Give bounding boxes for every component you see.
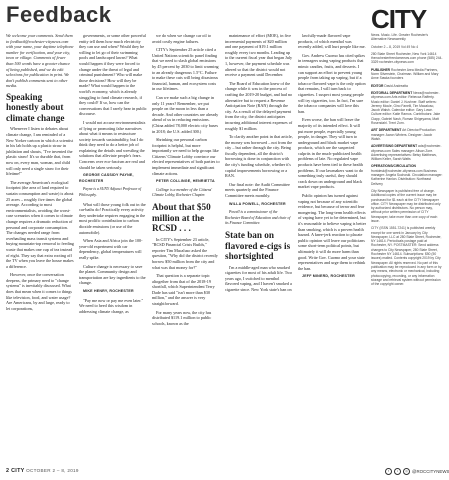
paragraph: Can we make such a big change in only 11 years? Remember, we put people on the moon in less than a decade. And other countries are already ahead of us in reducing emissions. (China added 78,000 electric city buses in 2018; the U.S. added 300.) — [152, 94, 219, 134]
paragraph: "Pay me now or pay me even later." We need to heed this wisdom in addressing climate change, as — [79, 297, 144, 314]
paragraph: That question is a separate topic altogether from that of the 2018-19 shortfall, which Superintendent Terry Dade has said "isn't more than $30 million," and the answer is very straightforward. — [152, 273, 215, 307]
distribution-notice: City Newspaper is published free of charge. Additional copies of the current issue may be purchased for $1 each at the CITY Newspaper office. CITY Newspaper may be distributed only by authorized distributors. No person may, without prior written permission of CITY Newspaper, take more than one copy of each issue. — [371, 188, 441, 223]
art-label: ART DEPARTMENT — [371, 128, 402, 133]
paragraph: What will those young folk out in the car-baths do! Practically every activity they undertake requires engaging in the most prolific contribution to carbon dioxide emissions (or use of the automobile). — [79, 201, 146, 235]
editor: David Andreatta — [384, 83, 408, 88]
editorial-label: EDITORIAL DEPARTMENT — [371, 90, 413, 95]
legal-notice: CITY (ISSN 1551-7241) is published weekly except for one week in January by City Newspaper, LLC at 280 State Street, Rochester, NY 14614. Periodicals postage paid at Rochester, NY. POSTMASTER: Send address changes to City Newspaper, 280 State Street, Rochester NY 14614. Subscriptions: $50 (50 issues) mailed. Contents copyright 2019 by City Newspaper. All rights reserved. No part of this publication may be reproduced in any form or by any means, electronic or mechanical, including photocopying, recording, or any information storage and retrieval system without permission of the copyright owner. — [371, 226, 442, 287]
facebook-icon[interactable]: f — [385, 468, 392, 475]
paragraph: Our final note: the Audit Committee meets quarterly and the Finance Committee meets monthly. — [225, 181, 290, 199]
ads-staff: ads@rochester-citynews.com Sales manager: Alison Zore. Advertising representatives: Betsy Matthews, William Keller, Sarah Watts — [371, 144, 442, 162]
signature-note: Collinge is a member of the Citizens' Climate Lobby, Rochester Chapter. — [152, 187, 213, 198]
tagline: News. Music. Life. Greater Rochester's Alternative Newsweekly — [371, 33, 429, 42]
page-footer — [6, 468, 79, 474]
paragraph: However, once the conversation deepens, the primary need to "change systems" is inevitably discussed. What does that mean when it comes to things like television, food, and water usage? Are Americans, by and large, ready to let corporations, — [6, 272, 72, 311]
section-masthead: Feedback — [6, 2, 112, 27]
art-staff: Art Director/Production manager: Aaron Winters. Designer: Jacob Walsh. — [371, 128, 436, 141]
editorial-staff: News@rochester-citynews.com Arts editor: Rebecca Rafferty. Music editor: Daniel J. Kushner. Staff writers: Jeremy Moule, Gino Fanelli, Tim Macaluso, Jacob Walsh. Calendar editor: Gary Lowe. Culture editor: Katie Ramos. Contributors: Jake Clapp, Gabriel Nash, Roman Shigeyama, Matt Rosendahl. Trent Zorn. — [371, 90, 441, 126]
headline-climate: Speaking honestly about climate change — [6, 91, 65, 123]
paragraph: Culture change is necessary to save the planet. Community design and transportation are key ingredients to the change. — [79, 263, 146, 286]
paragraph: I'm a middle-aged man who smoked cigarettes for most of his adult life. Two years ago, I switched to menthol flavored vaping, and I haven't smoked a cigarette since. New York state's ban on — [225, 264, 293, 292]
instagram-icon[interactable]: ◎ — [403, 468, 410, 475]
paragraph: maintenance of effort (MOE), in five incremental payments of $20 million and one payment of $19.1 million roughly every two months. Leading up to the current fiscal year that began July 1, however, the payment schedule was altered so that the district would not receive a payment until December. — [225, 33, 293, 78]
column-1 — [6, 33, 74, 314]
column-2 — [79, 33, 147, 317]
staff-box — [371, 33, 443, 289]
issue-info: October 2 – 8, 2019 Vol 49 No 4 — [371, 44, 419, 49]
paragraph: When Asia and Africa join the 100-year-old experiment with car dependency, global temperatures will really spike. — [79, 238, 143, 260]
paragraph: The Board of Education knew of the change while it was in the process of crafting the 2019-20 budget, and had no alternative but to request a Revenue Anticipation Note (RAN) through the city. As a result of the delayed payment from the city, the district anticipates incurring additional interest expenses of roughly $1 million. — [225, 80, 293, 131]
paragraph: For many years now, the city has distributed $119.1 million to public schools, known as the — [152, 309, 212, 326]
paragraph: lawfully-made flavored vape products, of which menthol was recently added, will hurt people like me. — [298, 33, 366, 50]
paragraph: governments, or some other powerful entity tell them how much electricity they can use and when? Would they be willing to let go of their swimming pools and landscaped lawns? What would happen if they were forced to change under the threat of legal and criminal punishment? Who will make those decisions? How will they be made? What would happen to the world's economy, which is already struggling to fund climate research, if they could? If so, how can the conversations that I rarely hear in public discourse. — [79, 33, 147, 117]
letter-signature: JEFF MINERD, ROCHESTER — [302, 274, 355, 279]
address: 280 State Street Rochester, New York 14614 therochesterfreedomeews.com phone (585) 244-3329 rochester-citynews.com — [371, 51, 443, 65]
page-number: 2 CITY — [6, 468, 25, 474]
headline-ecigs: State ban on flavored e-cigs is shortsighted — [225, 230, 291, 261]
paragraph: Whenever I listen to debates about climate change, I am reminded of a New Yorker cartoon in which a scientist in his lab holds up a plastic straw in jubilation and shouts, "I've invented the plastic straw! It's so durable that, from now on, every man, woman, and child will only need a single straw for their lifetime!" — [6, 126, 74, 177]
paragraph: Shrinking our personal carbon footprint is helpful, but more importantly we need to help groups like Citizens' Climate Lobby convince our elected representatives of both parties to implement immediate and significant climate actions. — [152, 137, 220, 176]
footer-date: OCTOBER 2 – 8, 2019 — [26, 468, 79, 473]
ops-label: OPERATIONS/CIRCULATION — [371, 164, 416, 169]
paragraph: I would not accuse environmentalists of lying or promoting false narratives about what it means to restructure society towards sustainability, but I do think they need to do a better job of explaining the details and wrestling the solutions that alleviate people's fears. Concerns over eco-fascism are real and should be taken seriously. — [79, 119, 146, 170]
paragraph: Public opinion has turned against vaping not because of any scientific evidence, but because of terror and fear mongering. The long-term health effects of vaping have yet to be determined, but it's reasonable to believe vaping is better than smoking, which is a proven health hazard. A knee-jerk reaction to placate public opinion will leave our politicians some short-term political points, but ultimately it will do more harm than good. Write Gov. Cuomo and your state representatives and urge them to rethink the ban. — [298, 193, 366, 271]
social-handles — [385, 468, 449, 475]
twitter-icon[interactable]: t — [394, 468, 401, 475]
paragraph: Even worse, the ban will leave the majority of its intended effect. It will put more people, especially young people, in danger. They will turn to underground and black market vape products, which are the suspected culprits in the much-publicized health problems of late. No regulated vape products have been tied to these health problems. If our lawmakers want to do something truly useful, they should crack down on underground and black market vape products. — [298, 117, 364, 190]
column-3 — [152, 33, 220, 329]
publisher-label: PUBLISHER — [371, 67, 391, 72]
column-4 — [225, 33, 293, 295]
intro-text: We welcome your comments. Send them to feedback@rochester-citynews.com with your name, your daytime telephone number for verification, and your city, town or village. Comments of fewer than 500 words have a greater chance of being published, and we do edit selections for publication in print. We don't publish comments sent to other media. — [6, 33, 74, 89]
ops-staff: frontdesk@rochester-citynews.com Business manager: Angela Suchoski. Circulation manager: Katherine Hanlon. Distribution: Northeast Delivery — [371, 168, 443, 186]
letter-signature: MIKE HENRY, ROCHESTER — [83, 288, 134, 293]
social-handle[interactable]: @ROCCITYNEWS — [412, 469, 449, 474]
city-logo: CITY — [371, 4, 427, 34]
paragraph: The average American's ecological footprint (the area of land required to sustain consumption and waste) is about 25 acres – roughly five times the global average. According to most environmentalists, avoiding the worst-case scenarios when it comes to climate change requires a dramatic reduction of personal and corporate consumption. The changes needed range from overhauling mass transit systems and buying mountain-top removal to feeding waste that makes one cup of tea instead of eight. They say that extra rooting off the TV when you leave the house makes a difference. — [6, 179, 74, 269]
letter-signature: PETER COLLINGE, HENRIETTA — [156, 179, 215, 184]
ads-label: ADVERTISING DEPARTMENT — [371, 144, 418, 149]
paragraph: Gov. Andrew Cuomo has cited spikes in teenagers using vaping products that mimic candies, fruits, and desserts. I can support an effort to prevent young people from taking up vaping, but if a tobacco-flavored vape is the only option that remains, I will turn back to cigarettes. I suspect most young people will try cigarettes, too. In fact, I'm sure the tobacco companies will love this ban. — [298, 52, 366, 114]
paragraph: To clarify another point in that article, the money was borrowed – not from the city – but rather through the city. Being fiscally dependent, all the district's borrowing is done in conjunction with the city's funding schedule, whether it's capital improvements borrowing or a RAN. — [225, 134, 293, 179]
column-5 — [298, 33, 366, 283]
paragraph: In CITY's September 23 article, "RCSD Financial Crisis Builds," reporter Tim Macaluso asked the question, "Why did the district recently borrow $50 million from the city and what was that money for?" — [152, 236, 218, 270]
headline-rcsd: About that $50 million at the RCSD . . . — [152, 202, 211, 234]
paragraph: we do when we change car oil to avoid costly engine failures. — [152, 33, 211, 44]
publisher: Rochester Area Media Partners, Norm Silverstein, Chairman. William and Mary Anne Sawka founders — [371, 67, 439, 81]
signature-note: Payne is a SUNY Adjunct Professor of Philosophy. — [79, 187, 142, 198]
signature-note: Powell is a commissioner of the Rochester Board of Education and chair of its Finance Committee. — [225, 210, 291, 226]
letter-signature: WILLA POWELL, ROCHESTER — [229, 201, 286, 206]
editor-label: EDITOR — [371, 83, 384, 88]
letter-signature: GEORGE CASSIDY PAYNE, ROCHESTER — [79, 173, 134, 183]
paragraph: CITY's September 25 article cited a United Nations scientific panel finding that we need to slash global emissions by 45 percent by 2030 to limit warming to an already dangerous 1.5°C. Failure to make these cuts will bring disastrous financial, human, and ecosystem costs in our lifetimes. — [152, 47, 219, 92]
